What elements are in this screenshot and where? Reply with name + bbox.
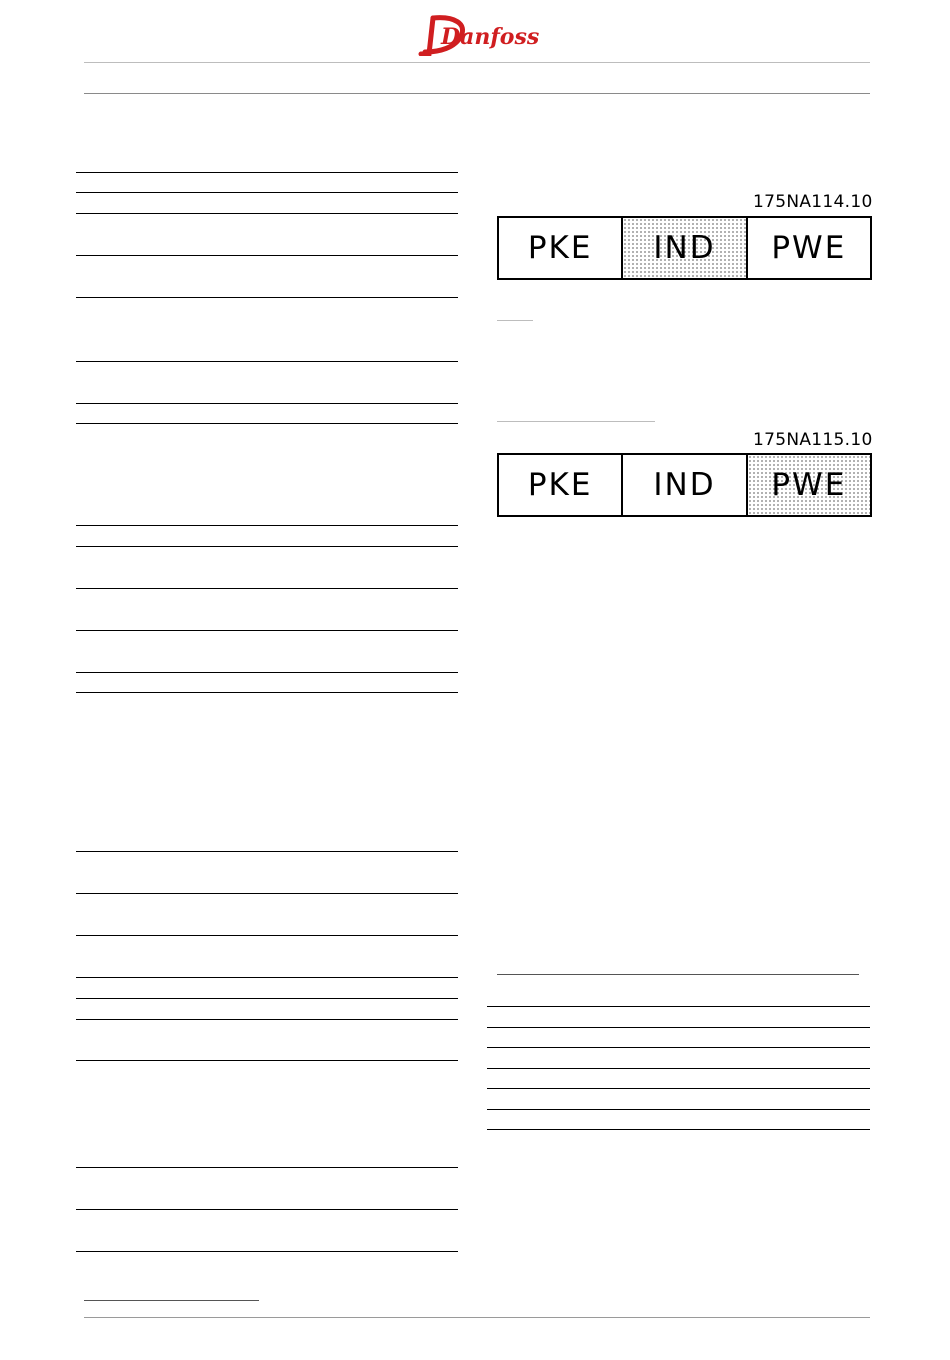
table-rule [497,974,859,975]
pke-cell: PKE [499,218,623,278]
table-rule [76,977,458,978]
table-rule [76,361,458,362]
table-rule [487,1129,870,1130]
table-rule [76,692,458,693]
table-rule [76,403,458,404]
table-rule [76,192,458,193]
footnote-rule [84,1300,259,1301]
table-rule [76,851,458,852]
table-rule [487,1006,870,1007]
table-rule [76,525,458,526]
footer-rule [84,1317,870,1318]
table-rule [76,1251,458,1252]
table-rule [76,893,458,894]
table-rule [76,213,458,214]
telegram-block-figure [497,216,872,280]
danfoss-logo [415,10,540,56]
table-rule [487,1027,870,1028]
table-rule [76,423,458,424]
table-rule [76,1209,458,1210]
table-rule [76,255,458,256]
table-rule [487,1047,870,1048]
header-rule [84,93,870,94]
table-rule [76,935,458,936]
table-rule [76,297,458,298]
table-rule [76,1019,458,1020]
telegram-block-figure [497,453,872,517]
logo-text: Danfoss [441,24,540,50]
table-rule [76,630,458,631]
ind-cell: IND [623,455,747,515]
pwe-cell: PWE [748,218,870,278]
ind-cell-shaded: IND [623,218,747,278]
table-rule [76,672,458,673]
short-rule [497,320,533,321]
pke-cell: PKE [499,455,623,515]
pwe-cell-shaded: PWE [748,455,870,515]
table-rule [76,998,458,999]
section-rule [497,421,655,422]
header-rule-top [84,62,870,63]
table-rule [487,1088,870,1089]
table-rule [76,1167,458,1168]
table-rule [76,1060,458,1061]
table-rule [76,546,458,547]
table-rule [76,172,458,173]
figure-code: 175NA114.10 [753,192,873,212]
figure-code: 175NA115.10 [753,430,873,450]
table-rule [76,588,458,589]
table-rule [487,1068,870,1069]
table-rule [487,1109,870,1110]
